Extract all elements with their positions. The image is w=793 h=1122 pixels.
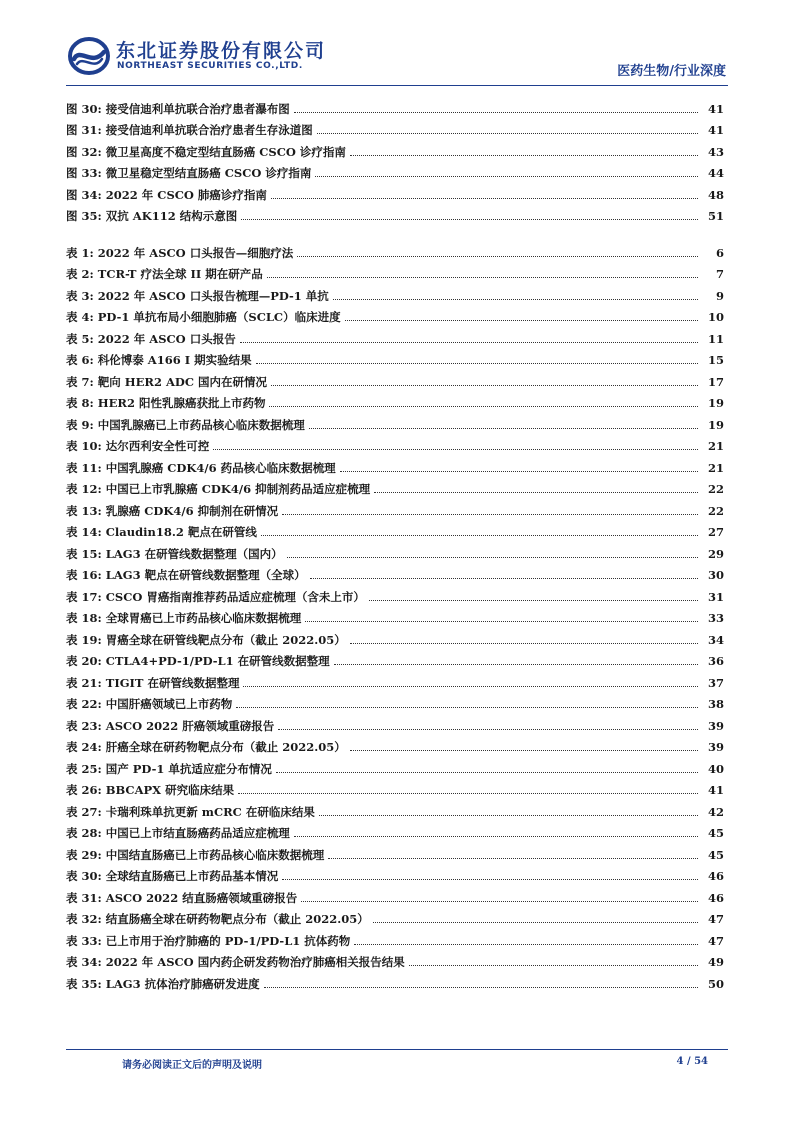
toc-entry-number: 表 19:: [66, 632, 102, 647]
toc-entry-page: 19: [707, 396, 724, 410]
toc-entry-title: LAG3 抗体治疗肺癌研发进度: [105, 976, 260, 991]
toc-entry-label: [66, 955, 405, 969]
toc-entry-number: 表 30:: [66, 869, 102, 883]
toc-entry-title: CSCO 胃癌指南推荐药品适应症梳理（含未上市）: [105, 589, 365, 604]
toc-entry-page: 41: [707, 783, 724, 797]
toc-entry-title: 全球结直肠癌已上市药品基本情况: [105, 869, 279, 883]
toc-entry-title: 中国已上市结直肠癌药品适应症梳理: [105, 826, 290, 840]
toc-entry-page: 36: [707, 654, 724, 668]
dot-leader: [238, 792, 698, 794]
dot-leader: [334, 663, 698, 665]
toc-entry-number: 表 27:: [66, 804, 102, 819]
toc-entry-title: 已上市用于治疗肺癌的 PD-1/PD-L1 抗体药物: [105, 933, 351, 948]
toc-entry-number: 表 10:: [66, 439, 102, 453]
toc-entry-page: 48: [707, 187, 724, 202]
toc-entry-label: [66, 934, 350, 948]
table-list: [66, 238, 724, 991]
toc-entry-number: 图 35:: [66, 209, 102, 223]
toc-entry-number: 表 15:: [66, 546, 102, 561]
toc-entry-label: [66, 123, 313, 137]
toc-entry-number: 图 30:: [66, 101, 102, 116]
toc-entry-page: 39: [707, 718, 724, 733]
toc-entry-title: 卡瑞利珠单抗更新 mCRC 在研临床结果: [105, 804, 315, 819]
figure-toc-row[interactable]: [66, 202, 724, 224]
table-toc-row[interactable]: [66, 625, 724, 647]
dot-leader: [294, 111, 698, 113]
toc-entry-number: 表 12:: [66, 482, 102, 496]
dot-leader: [256, 362, 698, 364]
toc-entry-page: 46: [707, 869, 724, 883]
toc-entry-page: 10: [707, 310, 724, 324]
page-number: 4 / 54: [676, 1056, 708, 1067]
figure-toc-row[interactable]: [66, 116, 724, 138]
dot-leader: [294, 835, 698, 837]
page-header: [66, 34, 728, 84]
toc-entry-number: 表 32:: [66, 912, 102, 926]
table-toc-row[interactable]: [66, 754, 724, 776]
toc-entry-number: 表 13:: [66, 503, 102, 518]
dot-leader: [315, 175, 698, 177]
table-toc-row[interactable]: [66, 883, 724, 905]
toc-entry-label: [66, 590, 365, 604]
table-toc-row[interactable]: [66, 776, 724, 798]
toc-entry-label: [66, 375, 267, 389]
toc-entry-title: 中国肝癌领域已上市药物: [105, 697, 233, 711]
table-toc-row[interactable]: [66, 475, 724, 497]
toc-entry-page: 43: [707, 144, 724, 159]
toc-entry-page: 21: [707, 439, 724, 453]
dot-leader: [282, 878, 698, 880]
table-toc-row[interactable]: [66, 453, 724, 475]
report-type: 医药生物/行业深度: [617, 64, 726, 79]
dot-leader: [261, 534, 698, 536]
table-toc-row[interactable]: [66, 238, 724, 260]
toc-entry-page: 51: [707, 209, 724, 223]
toc-entry-number: 表 35:: [66, 976, 102, 991]
toc-entry-label: [66, 289, 329, 303]
dot-leader: [267, 276, 698, 278]
toc-entry-number: 表 7:: [66, 374, 94, 389]
toc-entry-page: 7: [715, 267, 724, 281]
toc-entry-number: 图 31:: [66, 123, 102, 137]
dot-leader: [373, 921, 698, 923]
dot-leader: [317, 132, 698, 134]
figure-list: [66, 94, 724, 223]
toc-entry-title: LAG3 靶点在研管线数据整理（全球）: [105, 568, 306, 582]
toc-entry-label: [66, 783, 234, 797]
table-toc-row[interactable]: [66, 711, 724, 733]
dot-leader: [369, 599, 698, 601]
table-toc-row[interactable]: [66, 668, 724, 690]
toc-entry-page: 22: [707, 482, 724, 496]
dot-leader: [409, 964, 698, 966]
toc-entry-label: [66, 568, 306, 582]
toc-entry-title: LAG3 在研管线数据整理（国内）: [105, 546, 283, 561]
dot-leader: [297, 255, 698, 257]
toc-entry-page: 19: [707, 417, 724, 432]
toc-entry-title: 全球胃癌已上市药品核心临床数据梳理: [105, 611, 302, 625]
toc-entry-number: 表 1:: [66, 245, 94, 260]
toc-entry-number: 表 22:: [66, 697, 102, 711]
toc-entry-label: [66, 353, 252, 367]
toc-entry-title: 胃癌全球在研管线靶点分布（截止 2022.05）: [105, 632, 346, 647]
toc-entry-page: 40: [707, 761, 724, 776]
toc-entry-label: [66, 482, 370, 496]
toc-entry-number: 表 31:: [66, 890, 102, 905]
toc-entry-title: TIGIT 在研管线数据整理: [105, 675, 240, 690]
toc-entry-number: 表 14:: [66, 525, 102, 539]
toc-entry-page: 27: [707, 525, 724, 539]
table-toc-row[interactable]: [66, 969, 724, 991]
table-toc-row[interactable]: [66, 862, 724, 884]
dot-leader: [236, 706, 698, 708]
toc-entry-title: 微卫星高度不稳定型结直肠癌 CSCO 诊疗指南: [105, 144, 346, 159]
toc-entry-label: [66, 396, 265, 410]
toc-entry-number: 表 8:: [66, 396, 94, 410]
table-toc-row[interactable]: [66, 518, 724, 540]
toc-entry-page: 39: [707, 740, 724, 754]
table-toc-row[interactable]: [66, 582, 724, 604]
toc-entry-label: [66, 611, 301, 625]
dot-leader: [264, 986, 698, 988]
dot-leader: [269, 405, 698, 407]
toc-entry-title: 肝癌全球在研药物靶点分布（截止 2022.05）: [105, 740, 346, 754]
toc-entry-label: [66, 246, 293, 260]
toc-entry-page: 47: [707, 912, 724, 926]
toc-entry-page: 45: [707, 847, 724, 862]
toc-entry-page: 34: [707, 632, 724, 647]
toc-entry-label: [66, 267, 263, 281]
dot-leader: [282, 513, 698, 515]
toc-entry-label: [66, 310, 341, 324]
toc-entry-label: [66, 461, 336, 475]
toc-entry-page: 22: [707, 503, 724, 518]
dot-leader: [301, 900, 698, 902]
toc-entry-page: 29: [707, 546, 724, 561]
company-logo-icon: [68, 37, 110, 75]
toc-entry-title: 国产 PD-1 单抗适应症分布情况: [105, 761, 272, 776]
figure-toc-row[interactable]: [66, 159, 724, 181]
toc-entry-title: PD-1 单抗布局小细胞肺癌（SCLC）临床进度: [97, 310, 341, 324]
toc-entry-number: 表 2:: [66, 267, 94, 281]
dot-leader: [305, 620, 698, 622]
toc-entry-title: 科伦博泰 A166 I 期实验结果: [97, 353, 252, 367]
toc-entry-label: [66, 912, 369, 926]
toc-entry-title: 接受信迪利单抗联合治疗患者瀑布图: [105, 101, 290, 116]
toc-entry-label: [66, 891, 297, 905]
toc-entry-title: 2022 年 ASCO 口头报告—细胞疗法: [97, 245, 294, 260]
toc-entry-number: 表 11:: [66, 460, 102, 475]
toc-entry-label: [66, 525, 257, 539]
toc-entry-number: 表 25:: [66, 761, 102, 776]
toc-entry-label: [66, 547, 283, 561]
toc-entry-title: 接受信迪利单抗联合治疗患者生存泳道图: [105, 123, 313, 137]
company-name-en: NORTHEAST SECURITIES CO.,LTD.: [117, 61, 303, 71]
table-toc-row[interactable]: [66, 367, 724, 389]
table-toc-row[interactable]: [66, 797, 724, 819]
table-toc-row[interactable]: [66, 819, 724, 841]
table-toc-row[interactable]: [66, 303, 724, 325]
figure-toc-row[interactable]: [66, 180, 724, 202]
toc-entry-page: 33: [707, 611, 724, 625]
dot-leader: [278, 728, 698, 730]
toc-entry-number: 表 29:: [66, 847, 102, 862]
toc-entry-page: 50: [707, 976, 724, 991]
toc-entry-title: 中国结直肠癌已上市药品核心临床数据梳理: [105, 847, 325, 862]
toc-entry-title: 中国已上市乳腺癌 CDK4/6 抑制剂药品适应症梳理: [105, 482, 371, 496]
toc-entry-page: 37: [707, 675, 724, 690]
dot-leader: [240, 341, 698, 343]
toc-entry-page: 41: [707, 123, 724, 137]
footer-divider: [66, 1049, 728, 1050]
toc-entry-number: 表 21:: [66, 675, 102, 690]
toc-entry-title: 结直肠癌全球在研药物靶点分布（截止 2022.05）: [105, 912, 369, 926]
dot-leader: [309, 427, 698, 429]
dot-leader: [271, 197, 698, 199]
toc-entry-page: 15: [707, 353, 724, 367]
toc-entry-number: 表 33:: [66, 933, 102, 948]
dot-leader: [276, 771, 698, 773]
dot-leader: [310, 577, 698, 579]
table-toc-row[interactable]: [66, 604, 724, 626]
toc-entry-number: 表 18:: [66, 611, 102, 625]
toc-entry-number: 图 32:: [66, 144, 102, 159]
toc-entry-label: [66, 166, 311, 180]
toc-entry-number: 表 28:: [66, 826, 102, 840]
dot-leader: [319, 814, 698, 816]
toc-entry-label: [66, 762, 272, 776]
table-toc-row[interactable]: [66, 432, 724, 454]
toc-entry-label: [66, 418, 305, 432]
toc-entry-number: 表 26:: [66, 783, 102, 797]
toc-entry-title: CTLA4+PD-1/PD-L1 在研管线数据整理: [105, 654, 330, 668]
dot-leader: [213, 448, 698, 450]
toc-entry-page: 44: [707, 166, 724, 180]
toc-entry-label: [66, 209, 237, 223]
toc-entry-title: ASCO 2022 肝癌领域重磅报告: [105, 718, 275, 733]
dot-leader: [287, 556, 698, 558]
toc-entry-label: [66, 188, 267, 202]
toc-entry-title: 微卫星稳定型结直肠癌 CSCO 诊疗指南: [105, 166, 312, 180]
toc-entry-page: 41: [707, 101, 724, 116]
toc-entry-title: 2022 年 CSCO 肺癌诊疗指南: [105, 187, 267, 202]
toc-entry-number: 表 6:: [66, 353, 94, 367]
toc-entry-label: [66, 848, 324, 862]
table-toc-row[interactable]: [66, 410, 724, 432]
toc-entry-page: 47: [707, 933, 724, 948]
toc-entry-page: 17: [707, 374, 724, 389]
toc-entry-title: 2022 年 ASCO 口头报告梳理—PD-1 单抗: [97, 288, 329, 303]
dot-leader: [333, 298, 698, 300]
toc-entry-title: BBCAPX 研究临床结果: [105, 783, 235, 797]
toc-entry-label: [66, 654, 330, 668]
toc-entry-label: [66, 697, 232, 711]
toc-entry-number: 表 4:: [66, 310, 94, 324]
toc-entry-label: [66, 869, 278, 883]
toc-entry-number: 表 23:: [66, 718, 102, 733]
table-toc-row[interactable]: [66, 539, 724, 561]
toc-entry-title: 达尔西利安全性可控: [105, 439, 210, 453]
toc-entry-label: [66, 102, 290, 116]
toc-entry-page: 31: [707, 589, 724, 604]
toc-entry-label: [66, 676, 239, 690]
toc-entry-page: 9: [715, 288, 724, 303]
footer-disclaimer: 请务必阅读正文后的声明及说明: [122, 1060, 262, 1071]
table-toc-row[interactable]: [66, 647, 724, 669]
toc-entry-title: 中国乳腺癌 CDK4/6 药品核心临床数据梳理: [105, 460, 336, 475]
dot-leader: [345, 319, 698, 321]
toc-entry-title: 2022 年 ASCO 国内药企研发药物治疗肺癌相关报告结果: [105, 955, 405, 969]
toc-entry-label: [66, 977, 260, 991]
dot-leader: [243, 685, 698, 687]
table-toc-row[interactable]: [66, 840, 724, 862]
toc-entry-title: 2022 年 ASCO 口头报告: [97, 331, 236, 346]
table-toc-row[interactable]: [66, 346, 724, 368]
table-toc-row[interactable]: [66, 905, 724, 927]
figure-toc-row[interactable]: [66, 94, 724, 116]
dot-leader: [350, 154, 698, 156]
toc-entry-page: 30: [707, 568, 724, 582]
toc-entry-number: 图 34:: [66, 187, 102, 202]
dot-leader: [350, 749, 698, 751]
toc-entry-label: [66, 826, 290, 840]
toc-entry-label: [66, 145, 346, 159]
toc-entry-number: 表 3:: [66, 288, 94, 303]
toc-entry-number: 表 17:: [66, 589, 102, 604]
toc-entry-label: [66, 439, 209, 453]
table-toc-row[interactable]: [66, 690, 724, 712]
table-toc-row[interactable]: [66, 389, 724, 411]
header-divider: [66, 85, 728, 86]
dot-leader: [340, 470, 698, 472]
toc-entry-number: 表 20:: [66, 654, 102, 668]
dot-leader: [350, 642, 698, 644]
toc-entry-label: [66, 740, 346, 754]
toc-entry-number: 表 9:: [66, 417, 94, 432]
table-toc-row[interactable]: [66, 496, 724, 518]
toc-entry-page: 6: [715, 245, 724, 260]
toc-entry-page: 46: [707, 890, 724, 905]
dot-leader: [354, 943, 698, 945]
table-toc-row[interactable]: [66, 926, 724, 948]
toc-entry-page: 11: [707, 331, 724, 346]
toc-entry-page: 49: [707, 955, 724, 969]
toc-entry-page: 45: [707, 826, 724, 840]
dot-leader: [241, 218, 698, 220]
toc-entry-label: [66, 633, 346, 647]
toc-entry-title: ASCO 2022 结直肠癌领域重磅报告: [105, 890, 298, 905]
toc-entry-number: 表 5:: [66, 331, 94, 346]
table-toc-row[interactable]: [66, 733, 724, 755]
toc-entry-number: 图 33:: [66, 166, 102, 180]
toc-entry-label: [66, 805, 315, 819]
table-toc-row[interactable]: [66, 948, 724, 970]
dot-leader: [374, 491, 698, 493]
dot-leader: [328, 857, 698, 859]
toc-entry-title: TCR-T 疗法全球 II 期在研产品: [97, 267, 263, 281]
toc-entry-number: 表 34:: [66, 955, 102, 969]
toc-entry-number: 表 24:: [66, 740, 102, 754]
table-toc-row[interactable]: [66, 561, 724, 583]
toc-entry-title: 乳腺癌 CDK4/6 抑制剂在研情况: [105, 503, 279, 518]
toc-entry-label: [66, 504, 278, 518]
table-toc-row[interactable]: [66, 324, 724, 346]
toc-entry-page: 42: [707, 804, 724, 819]
figure-toc-row[interactable]: [66, 137, 724, 159]
company-name-cn: 东北证券股份有限公司: [116, 40, 327, 62]
toc-entry-title: 中国乳腺癌已上市药品核心临床数据梳理: [97, 417, 305, 432]
dot-leader: [271, 384, 698, 386]
toc-entry-label: [66, 719, 274, 733]
table-toc-row[interactable]: [66, 260, 724, 282]
toc-entry-title: 双抗 AK112 结构示意图: [105, 209, 238, 223]
toc-entry-title: 靶向 HER2 ADC 国内在研情况: [97, 374, 268, 389]
toc-entry-title: HER2 阳性乳腺癌获批上市药物: [97, 396, 266, 410]
toc-entry-page: 38: [707, 697, 724, 711]
toc-entry-label: [66, 332, 236, 346]
toc-entry-title: Claudin18.2 靶点在研管线: [105, 525, 257, 539]
table-toc-row[interactable]: [66, 281, 724, 303]
toc-entry-number: 表 16:: [66, 568, 102, 582]
toc-entry-page: 21: [707, 460, 724, 475]
